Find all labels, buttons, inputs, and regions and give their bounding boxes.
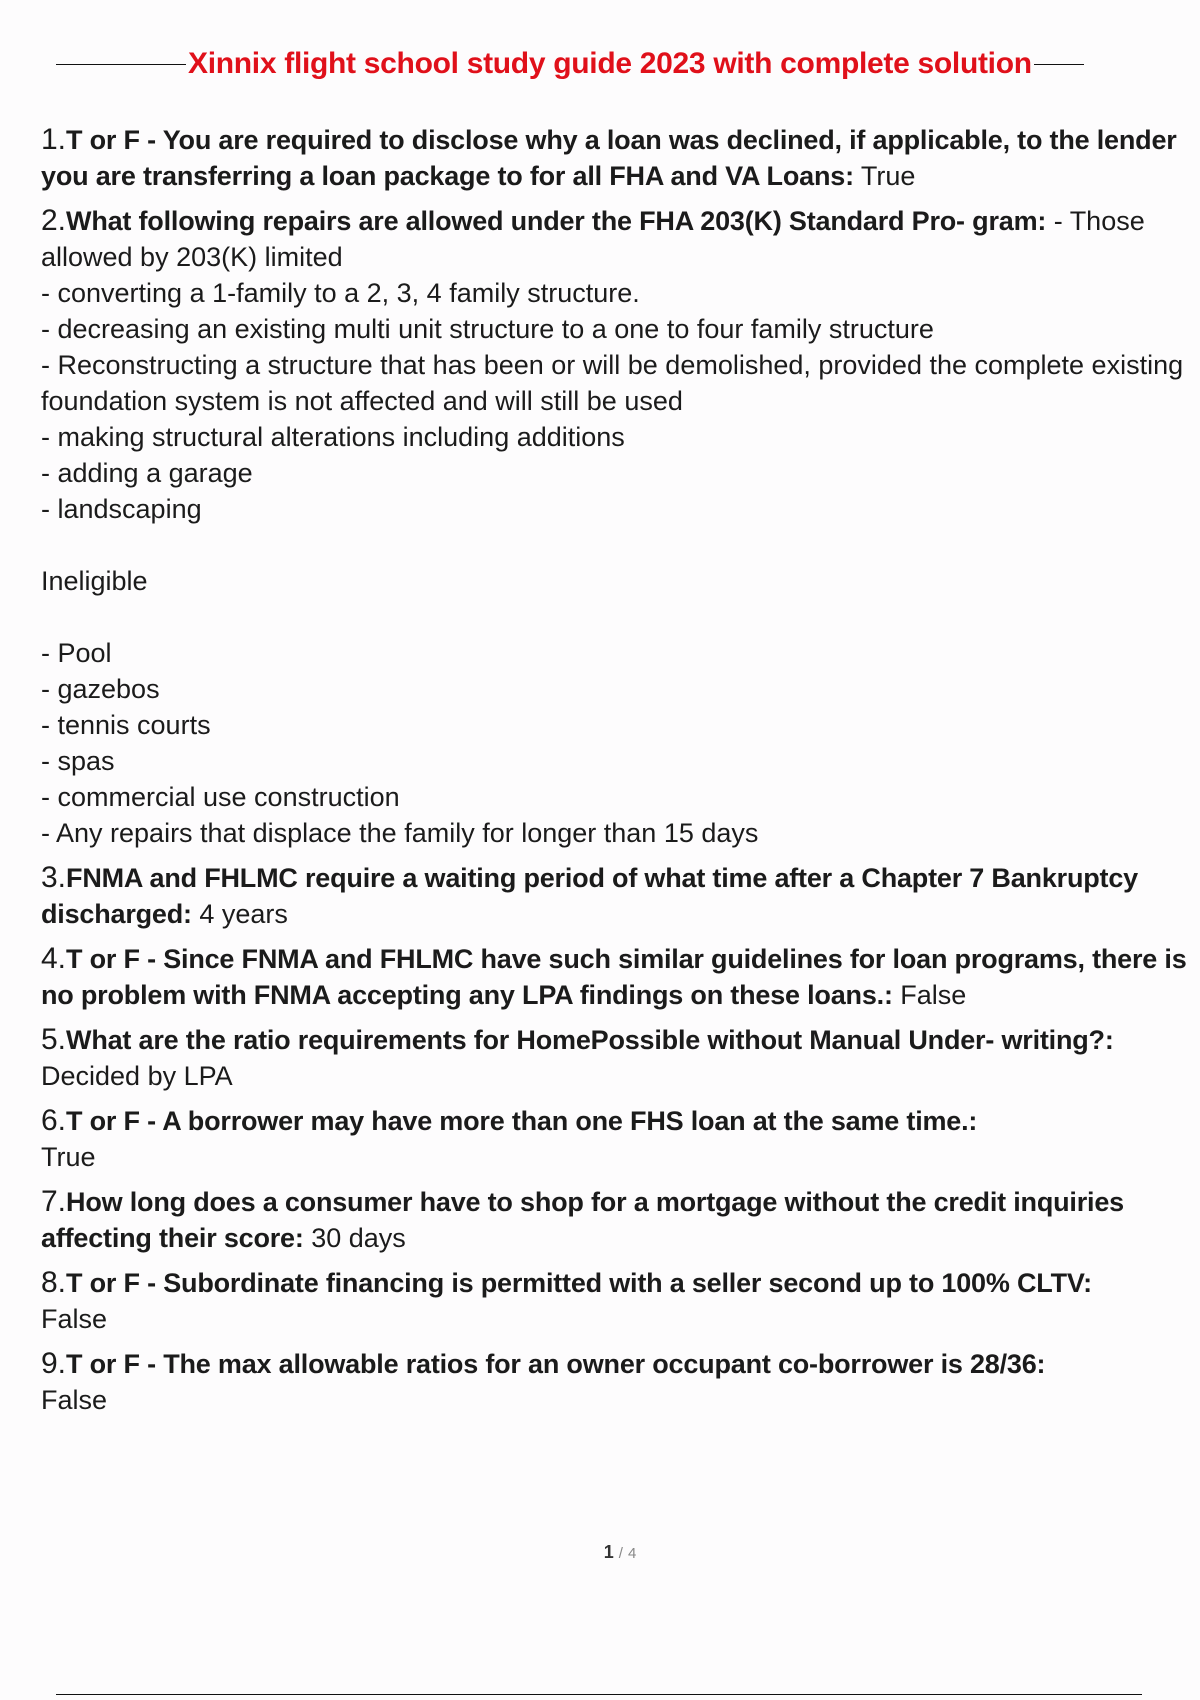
qa-item-1 (41, 122, 1191, 194)
qa-item-3 (41, 860, 1191, 932)
page-current: 1 (603, 1542, 614, 1562)
answer-text: False (41, 1385, 108, 1415)
question-number: 4. (41, 942, 67, 975)
question-number: 5. (41, 1023, 67, 1056)
answer-line: - making structural alterations including additions (41, 422, 625, 452)
answer-text: True (860, 161, 916, 191)
question-number: 7. (41, 1185, 67, 1218)
answer-line: - tennis courts (41, 710, 211, 740)
qa-item-6 (41, 1103, 1191, 1175)
answer-line: - Any repairs that displace the family for longer than 15 days (41, 818, 759, 848)
answer-line: - adding a garage (41, 458, 253, 488)
answer-text: False (900, 980, 967, 1010)
question-text: How long does a consumer have to shop for a mortgage without the credit inquiries affecting their score: (41, 1187, 1124, 1253)
qa-list (41, 122, 1191, 1427)
bottom-rule (56, 1694, 1142, 1695)
title-rule-right (1034, 64, 1084, 65)
page-separator: / (618, 1545, 623, 1562)
question-number: 9. (41, 1347, 67, 1380)
question-text: T or F - Since FNMA and FHLMC have such similar guidelines for loan programs, there is no problem with FNMA accepting any LPA findings on these loans.: (41, 944, 1187, 1010)
page-indicator (0, 1542, 1200, 1563)
title-bar (56, 44, 1142, 84)
question-text: FNMA and FHLMC require a waiting period of what time after a Chapter 7 Bankruptcy discharged: (41, 863, 1138, 929)
answer-text: False (41, 1304, 108, 1334)
qa-item-7 (41, 1184, 1191, 1256)
qa-item-5 (41, 1022, 1191, 1094)
question-text: What following repairs are allowed under the FHA 203(K) Standard Pro- gram: (66, 206, 1047, 236)
question-text: T or F - A borrower may have more than one FHS loan at the same time.: (66, 1106, 978, 1136)
answer-line: - commercial use construction (41, 782, 400, 812)
question-text: What are the ratio requirements for HomePossible without Manual Under- writing?: (66, 1025, 1114, 1055)
question-number: 2. (41, 204, 67, 237)
answer-spacer (41, 599, 1191, 635)
answer-line: - Reconstructing a structure that has been or will be demolished, provided the complete existing foundation system is not affected and will still be used (41, 350, 1184, 416)
answer-text: 4 years (199, 899, 288, 929)
answer-text: Decided by LPA (41, 1061, 233, 1091)
answer-line: - landscaping (41, 494, 202, 524)
page-total: 4 (627, 1545, 637, 1562)
question-text: T or F - You are required to disclose why a loan was declined, if applicable, to the lender you are transferring a loan package to for all FHA and VA Loans: (41, 125, 1177, 191)
answer-line: - gazebos (41, 674, 160, 704)
question-text: T or F - The max allowable ratios for an owner occupant co-borrower is 28/36: (66, 1349, 1046, 1379)
answer-text: - Those allowed by 203(K) limited (41, 206, 1145, 272)
title-rule-left (56, 64, 186, 65)
question-text: T or F - Subordinate financing is permitted with a seller second up to 100% CLTV: (66, 1268, 1092, 1298)
question-number: 3. (41, 861, 67, 894)
answer-line: - converting a 1-family to a 2, 3, 4 family structure. (41, 278, 640, 308)
page-title: Xinnix flight school study guide 2023 with complete solution (188, 47, 1032, 80)
answer-text: True (41, 1142, 96, 1172)
answer-line: - spas (41, 746, 115, 776)
answer-subheading: Ineligible (41, 566, 148, 596)
qa-item-2 (41, 203, 1191, 851)
question-number: 8. (41, 1266, 67, 1299)
answer-line: - Pool (41, 638, 112, 668)
answer-spacer (41, 527, 1191, 563)
qa-item-4 (41, 941, 1191, 1013)
answer-text: 30 days (311, 1223, 406, 1253)
answer-line: - decreasing an existing multi unit structure to a one to four family structure (41, 314, 934, 344)
qa-item-9 (41, 1346, 1191, 1418)
question-number: 1. (41, 123, 67, 156)
question-number: 6. (41, 1104, 67, 1137)
qa-item-8 (41, 1265, 1191, 1337)
